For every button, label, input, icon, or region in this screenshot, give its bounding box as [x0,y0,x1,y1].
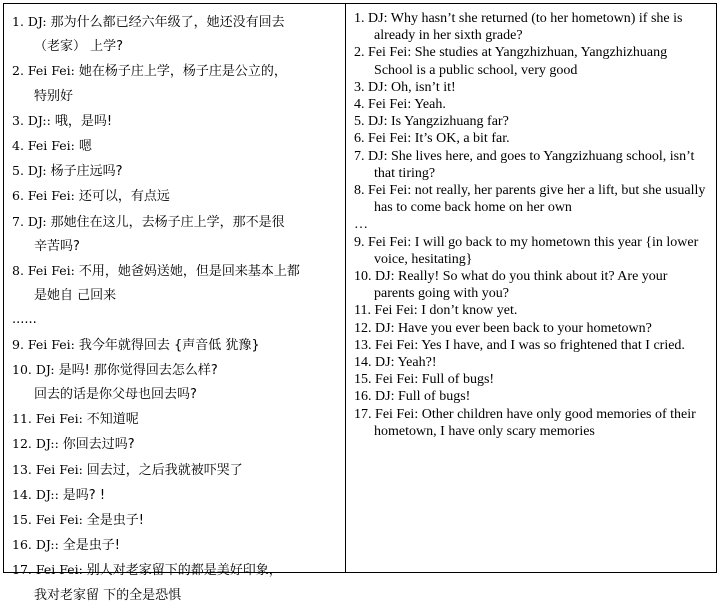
speaker-label: 5. DJ: [12,163,51,179]
chinese-column [4,4,346,603]
speaker-label: 15. Fei Fei: [12,512,87,528]
english-line: 8. Fei Fei: not really, her parents give her a lift, but she usually has to come back home on her own [354,183,706,216]
speaker-label: 17. Fei Fei: [12,562,87,578]
utterance-text: 不用，她爸妈送她，但是回来基本上都 [78,264,300,280]
utterance-text: 是吗! 那你觉得回去怎么样? [58,362,218,378]
transcript-table [3,3,717,603]
utterance-text: 她在杨子庄上学，杨子庄是公立的， [78,64,287,80]
chinese-line-continuation: （老家） 上学? [34,39,124,55]
english-line: 4. Fei Fei: Yeah. [354,97,446,113]
utterance-text: 那为什么都已经六年级了，她还没有回去 [50,15,285,30]
speaker-label: 11. Fei Fei: [12,411,87,427]
speaker-label: 7. DJ: [12,213,51,229]
utterance-text: 那她住在这儿，去杨子庄上学，那不是很 [50,214,285,230]
speaker-label: 13. Fei Fei: [12,461,87,477]
speaker-label: 14. DJ:: [12,486,63,502]
english-line: 12. DJ: Have you ever been back to your hometown? [354,320,652,336]
chinese-line-continuation: 辛苦吗? [34,238,80,254]
chinese-line-continuation: 特别好 [34,88,74,104]
speaker-label: 3. DJ:: [12,112,55,128]
chinese-line [12,407,337,432]
utterance-text: 回去过，之后我就被吓哭了 [86,462,243,478]
chinese-line [12,259,337,284]
speaker-label: 6. Fei Fei: [12,188,79,204]
chinese-line [12,308,337,332]
speaker-label: 8. Fei Fei: [12,263,79,279]
utterance-text: 全是虫子! [86,513,144,529]
speaker-label: 2. Fei Fei: [12,63,79,79]
english-line: 3. DJ: Oh, isn’t it! [354,79,456,95]
speaker-label: 9. Fei Fei: [12,336,79,352]
chinese-line [12,109,337,134]
utterance-text: 全是虫子! [62,538,120,554]
chinese-line [12,432,337,457]
utterance-text: 还可以，有点远 [78,189,170,205]
utterance-text: 别人对老家留下的都是美好印象， [86,563,282,579]
chinese-line [12,10,337,35]
english-line: 5. DJ: Is Yangzizhuang far? [354,114,509,130]
english-line: 2. Fei Fei: She studies at Yangzhizhuan, Yangzhizhuang School is a public school, very good [354,45,668,78]
english-line: 11. Fei Fei: I don’t know yet. [354,303,518,319]
chinese-line [12,533,337,558]
utterance-text: 嗯 [78,139,92,155]
chinese-line [12,458,337,483]
english-line: 6. Fei Fei: It’s OK, a bit far. [354,131,510,147]
english-column [346,4,716,572]
chinese-line-continuation: 是她自 己回来 [34,288,117,304]
english-line: 10. DJ: Really! So what do you think about it? Are your parents going with you? [354,269,668,302]
chinese-line [12,184,337,209]
utterance-text: ...... [12,312,37,328]
english-line: 15. Fei Fei: Full of bugs! [354,372,495,388]
english-line: 9. Fei Fei: I will go back to my hometown this year {in lower voice, hesitating} [354,234,699,267]
english-line: 13. Fei Fei: Yes I have, and I was so frightened that I cried. [354,337,685,353]
speaker-label: 10. DJ: [12,361,59,377]
chinese-line [12,558,337,583]
speaker-label: 4. Fei Fei: [12,138,79,154]
utterance-text: 我今年就得回去 {声音低 犹豫} [78,337,260,353]
chinese-line [12,210,337,235]
english-line: 17. Fei Fei: Other children have only good memories of their hometown, I have only scary memories [354,406,696,439]
speaker-label: 1. DJ: [12,14,51,29]
chinese-line [12,159,337,184]
english-line: 16. DJ: Full of bugs! [354,389,471,405]
utterance-text: 杨子庄远吗? [50,164,123,180]
chinese-line [12,134,337,159]
chinese-line [12,483,337,508]
english-line: 14. DJ: Yeah?! [354,355,437,371]
chinese-line [12,358,337,383]
utterance-text: 你回去过吗? [62,437,135,453]
english-line: … [354,217,369,233]
utterance-text: 是吗? ! [62,487,106,503]
chinese-line-continuation: 我对老家留 下的全是恐惧 [34,587,182,603]
chinese-line [12,508,337,533]
chinese-line [12,333,337,358]
chinese-line [12,59,337,84]
chinese-line-continuation: 回去的话是你父母也回去吗? [34,387,197,403]
english-line: 1. DJ: Why hasn’t she returned (to her hometown) if she is already in her sixth grade? [354,11,683,44]
speaker-label: 12. DJ:: [12,436,63,452]
utterance-text: 哦，是吗! [54,113,113,129]
utterance-text: 不知道呢 [86,412,139,428]
english-line: 7. DJ: She lives here, and goes to Yangzizhuang school, isn’t that tiring? [354,148,695,181]
speaker-label: 16. DJ:: [12,537,63,553]
